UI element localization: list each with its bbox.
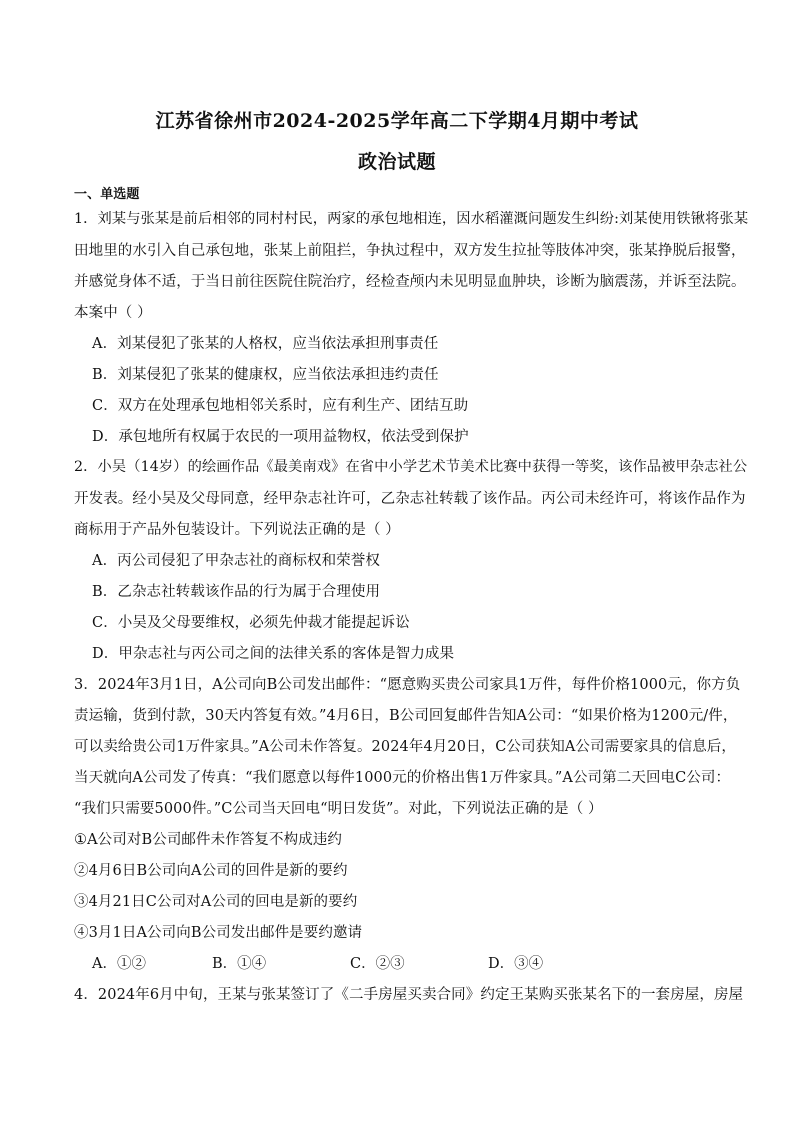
question-1-line-4: 本案中（ ） — [74, 305, 152, 321]
question-2-option-a: A．丙公司侵犯了甲杂志社的商标权和荣誉权 — [92, 553, 380, 569]
choice-b: B．①④ — [212, 956, 267, 972]
question-2-line-3: 商标用于产品外包装设计。下列说法正确的是（ ） — [74, 522, 400, 538]
question-3-line-4: 当天就向A公司发了传真：“我们愿意以每件1000元的价格出售1万件家具。”A公司第二天回电C公司： — [74, 770, 731, 786]
question-3-statement-4: ④3月1日A公司向B公司发出邮件是要约邀请 — [74, 925, 363, 941]
question-1-option-a: A．刘某侵犯了张某的人格权，应当依法承担刑事责任 — [92, 336, 439, 352]
question-3-choices — [92, 952, 543, 973]
question-1-option-c: C．双方在处理承包地相邻关系时，应有利生产、团结互助 — [92, 398, 469, 414]
choice-c: C．②③ — [350, 956, 405, 972]
question-3-line-5: “我们只需要5000件。”C公司当天回电“明日发货”。对此，下列说法正确的是（ ） — [74, 801, 603, 817]
question-1-option-b: B．刘某侵犯了张某的健康权，应当依法承担违约责任 — [92, 367, 439, 383]
question-2-option-c: C．小吴及父母要维权，必须先仲裁才能提起诉讼 — [92, 615, 410, 631]
document-subtitle: 政治试题 — [357, 151, 436, 173]
question-3-line-1: 3．2024年3月1日，A公司向B公司发出邮件：“愿意购买贵公司家具1万件，每件价格1000元，你方负 — [74, 677, 741, 693]
question-1-line-3: 并感觉身体不适，于当日前往医院住院治疗，经检查颅内未见明显血肿块，诊断为脑震荡，并诉至法院。 — [74, 274, 746, 290]
question-4-line-1: 4．2024年6月中旬，王某与张某签订了《二手房屋买卖合同》约定王某购买张某名下的一套房屋，房屋 — [74, 987, 744, 1003]
question-1-line-2: 田地里的水引入自己承包地，张某上前阻拦，争执过程中，双方发生拉扯等肢体冲突，张某挣脱后报警， — [74, 243, 746, 259]
document-title: 江苏省徐州市2024-2025学年高二下学期4月期中考试 — [155, 110, 639, 132]
section-heading: 一、单选题 — [74, 187, 140, 202]
choice-a: A．①② — [92, 956, 146, 972]
question-1-line-1: 1．刘某与张某是前后相邻的同村村民，两家的承包地相连，因水稻灌溉问题发生纠纷:刘某使用铁锹将张某 — [74, 211, 749, 227]
question-3-statement-1: ①A公司对B公司邮件未作答复不构成违约 — [74, 832, 343, 848]
question-1-option-d: D．承包地所有权属于农民的一项用益物权，依法受到保护 — [92, 429, 469, 445]
question-2-option-b: B．乙杂志社转载该作品的行为属于合理使用 — [92, 584, 381, 600]
question-3-line-2: 责运输，货到付款，30天内答复有效。”4月6日，B公司回复邮件告知A公司：“如果价格为1200元/件， — [74, 708, 738, 724]
question-2-line-1: 2．小吴（14岁）的绘画作品《最美南戏》在省中小学艺术节美术比赛中获得一等奖，该作品被甲杂志社公 — [74, 459, 748, 475]
choice-d: D．③④ — [488, 956, 544, 972]
question-3-statement-3: ③4月21日C公司对A公司的回电是新的要约 — [74, 894, 358, 910]
question-2-option-d: D．甲杂志社与丙公司之间的法律关系的客体是智力成果 — [92, 646, 455, 662]
question-2-line-2: 开发表。经小吴及父母同意，经甲杂志社许可，乙杂志社转载了该作品。丙公司未经许可，将该作品作为 — [74, 491, 746, 507]
question-3-line-3: 可以卖给贵公司1万件家具。”A公司未作答复。2024年4月20日，C公司获知A公司需要家具的信息后， — [74, 739, 736, 755]
question-3-statement-2: ②4月6日B公司向A公司的回件是新的要约 — [74, 863, 348, 879]
